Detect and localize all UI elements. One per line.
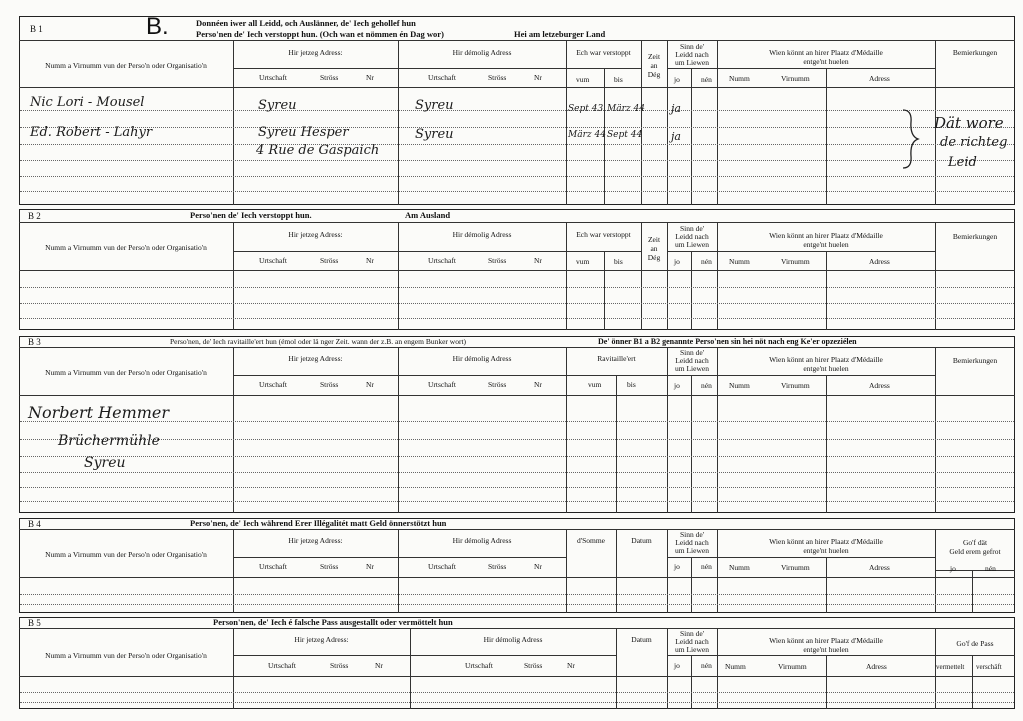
b1-entry1-to: März 44 <box>607 104 645 114</box>
b3-code: B 3 <box>28 337 41 347</box>
b1-entry2-to: Sept 44 <box>607 130 643 140</box>
b2-header-m-name: Numm <box>729 257 750 266</box>
b2-header-medal1: Wien könnt an hirer Plaatz d'Médaille <box>769 231 883 240</box>
b4-header-current-address: Hir jetzeg Adress: <box>288 536 343 545</box>
b5-header-m-first: Virnumm <box>778 662 807 671</box>
b3-header-m-name: Numm <box>729 381 750 390</box>
b3-entry-line3: Syreu <box>84 455 126 471</box>
b1-header-m-address: Adress <box>869 74 890 83</box>
b3-header-to: bis <box>627 380 636 389</box>
b1-header-suffered1: Sinn de' <box>679 42 705 51</box>
b1-header-time1: Zeit <box>647 52 661 61</box>
b1-header-suffered3: um Liewen <box>675 58 709 67</box>
b1-header-current-address: Hir jetzeg Adress: <box>288 48 343 57</box>
section-b4 <box>19 518 1015 613</box>
b2-header-m-first: Virnumm <box>781 257 810 266</box>
b4-header-no: nén <box>701 562 712 571</box>
b5-header-nr: Nr <box>375 661 383 670</box>
b5-header-yes: jo <box>674 661 680 670</box>
b2-header-nr2: Nr <box>534 256 542 265</box>
b3-header-locality2: Urtschaft <box>428 380 456 389</box>
b2-header-from: vum <box>576 257 590 266</box>
b1-remark-line2: de richteg <box>940 135 1008 150</box>
b2-header-former-address: Hir démolig Adress <box>452 230 512 239</box>
b1-entry1-yes: ja <box>671 102 681 115</box>
b4-header-former-address: Hir démolig Adress <box>452 536 512 545</box>
b2-header-suffered3: um Liewen <box>675 240 709 249</box>
b1-entry2-address: Syreu Hesper <box>258 125 349 140</box>
b4-header-money2: Geld erem gefrot <box>949 547 1001 556</box>
b1-entry2-address2: 4 Rue de Gaspaich <box>256 143 380 158</box>
b1-header-nr: Nr <box>366 73 374 82</box>
b5-title: Person'nen, de' Iech é falsche Pass ausgestallt oder vermöttelt hun <box>213 617 453 627</box>
b2-header-suffered1: Sinn de' <box>679 224 705 233</box>
b5-header-no: nén <box>701 661 712 670</box>
b1-header-m-first: Virnumm <box>781 74 810 83</box>
b5-header-medal1: Wien könnt an hirer Plaatz d'Médaille <box>769 636 883 645</box>
b1-header-street2: Ströss <box>488 73 507 82</box>
b4-header-medal2: entge'nt huelen <box>803 546 849 555</box>
b4-header-m-first: Virnumm <box>781 563 810 572</box>
b1-header-yes: jo <box>674 75 680 84</box>
b2-header-suffered2: Leidd nach <box>675 232 709 241</box>
b1-entry2-yes: ja <box>671 130 681 143</box>
b2-header-remarks: Bemierkungen <box>952 232 998 241</box>
b4-header-yes: jo <box>674 562 680 571</box>
b1-header-from: vum <box>576 75 590 84</box>
b3-header-supplied: Ravitaille'ert <box>597 354 636 363</box>
b2-header-hidden: Ech war verstoppt <box>576 230 631 239</box>
b5-header-m-name: Numm <box>725 662 746 671</box>
b1-letter: B. <box>146 13 169 40</box>
b1-title-line2: Perso'nen de' Iech verstoppt hun. (Och wan et nömmen én Dag wor) <box>196 29 444 39</box>
b3-header-street: Ströss <box>320 380 339 389</box>
b4-header-suffered2: Leidd nach <box>675 538 709 547</box>
b4-header-money1: Go'f dät <box>962 538 988 547</box>
b1-title-right: Hei am letzeburger Land <box>514 29 606 39</box>
b4-header-street2: Ströss <box>488 562 507 571</box>
b4-code: B 4 <box>28 519 41 529</box>
b1-remark-line1: Dät wore <box>934 114 1004 132</box>
b2-header-no: nén <box>701 257 712 266</box>
b2-header-locality2: Urtschaft <box>428 256 456 265</box>
b1-header-suffered2: Leidd nach <box>675 50 709 59</box>
b4-header-sum: d'Somme <box>576 536 606 545</box>
b1-entry2-former: Syreu <box>415 127 454 142</box>
b5-header-nr2: Nr <box>567 661 575 670</box>
b3-title-right: De' önner B1 a B2 genannte Perso'nen sin hei nöt nach eng Ke'er opzeziélen <box>598 337 857 346</box>
b5-header-suffered1: Sinn de' <box>679 629 705 638</box>
b5-header-locality2: Urtschaft <box>465 661 493 670</box>
b1-entry2-name: Ed. Robert - Lahyr <box>30 125 153 140</box>
b1-header-street: Ströss <box>320 73 339 82</box>
b1-entry2-from: März 44 <box>568 130 606 140</box>
b5-header-pass: Go'f de Pass <box>956 639 994 648</box>
b4-header-nr2: Nr <box>534 562 542 571</box>
b5-header-issued: vermettelt <box>936 663 965 671</box>
b5-header-street2: Ströss <box>524 661 543 670</box>
b2-header-time2: an <box>650 244 658 253</box>
b1-entry1-name: Nic Lori - Mousel <box>30 95 145 110</box>
b3-title: Perso'nen, de' Iech ravitaille'ert hun (émol oder lä nger Zeit. wann der z.B. an engem Bunker wort) <box>170 337 467 346</box>
b1-header-former-address: Hir démolig Adress <box>452 48 512 57</box>
b4-header-suffered3: um Liewen <box>675 546 709 555</box>
b1-title-line1: Donnéen iwer all Leidd, och Auslänner, de' Iech gehollef hun <box>196 18 416 28</box>
b3-header-from: vum <box>588 380 602 389</box>
b1-header-medal2: entge'nt huelen <box>803 57 849 66</box>
b1-header-nr2: Nr <box>534 73 542 82</box>
b5-header-current-address: Hir jetzeg Adress: <box>294 635 349 644</box>
b2-header-time3: Dég <box>647 253 661 262</box>
b5-header-suffered3: um Liewen <box>675 645 709 654</box>
b3-header-current-address: Hir jetzeg Adress: <box>288 354 343 363</box>
b1-code: B 1 <box>30 24 43 34</box>
b2-header-m-address: Adress <box>869 257 890 266</box>
b1-header-locality2: Urtschaft <box>428 73 456 82</box>
b3-header-nr2: Nr <box>534 380 542 389</box>
b1-header-m-name: Numm <box>729 74 750 83</box>
b5-header-sold: verschäft <box>976 663 1002 671</box>
curly-brace-icon <box>900 108 922 170</box>
b4-header-nr: Nr <box>366 562 374 571</box>
b3-header-nr: Nr <box>366 380 374 389</box>
b1-header-hidden: Ech war verstoppt <box>576 48 631 57</box>
b3-header-medal1: Wien könnt an hirer Plaatz d'Médaille <box>769 355 883 364</box>
b4-header-locality2: Urtschaft <box>428 562 456 571</box>
b3-header-medal2: entge'nt huelen <box>803 364 849 373</box>
b2-title-right: Am Ausland <box>405 210 451 220</box>
b4-title: Perso'nen, de' Iech während Erer Illégalitét matt Geld önnerstötzt hun <box>190 518 447 528</box>
b1-header-no: nén <box>701 75 712 84</box>
b5-header-former-address: Hir démolig Adress <box>483 635 543 644</box>
b1-entry1-from: Sept 43 <box>568 104 604 114</box>
b3-header-no: nén <box>701 381 712 390</box>
b2-header-nr: Nr <box>366 256 374 265</box>
b4-header-locality: Urtschaft <box>259 562 287 571</box>
b1-entry1-former: Syreu <box>415 98 454 113</box>
b5-header-name: Numm a Virnumm vun der Perso'n oder Organisatio'n <box>45 651 207 660</box>
b2-header-medal2: entge'nt huelen <box>803 240 849 249</box>
b2-code: B 2 <box>28 211 41 221</box>
b2-header-name: Numm a Virnumm vun der Perso'n oder Organisatio'n <box>45 243 207 252</box>
b3-header-name: Numm a Virnumm vun der Perso'n oder Organisatio'n <box>45 368 207 377</box>
b3-header-m-first: Virnumm <box>781 381 810 390</box>
b2-header-locality: Urtschaft <box>259 256 287 265</box>
b5-header-locality: Urtschaft <box>268 661 296 670</box>
b4-header-name: Numm a Virnumm vun der Perso'n oder Organisatio'n <box>45 550 207 559</box>
b1-header-to: bis <box>614 75 623 84</box>
b1-header-name: Numm a Virnumm vun der Perso'n oder Organisatio'n <box>45 61 207 70</box>
b3-header-suffered2: Leidd nach <box>675 356 709 365</box>
b2-header-street2: Ströss <box>488 256 507 265</box>
b2-header-current-address: Hir jetzeg Adress: <box>288 230 343 239</box>
b3-header-suffered3: um Liewen <box>675 364 709 373</box>
b1-header-time3: Dég <box>647 70 661 79</box>
b3-header-suffered1: Sinn de' <box>679 348 705 357</box>
b4-header-street: Ströss <box>320 562 339 571</box>
b2-header-yes: jo <box>674 257 680 266</box>
b5-header-date: Datum <box>631 635 652 644</box>
b1-header-medal1: Wien könnt an hirer Plaatz d'Médaille <box>769 48 883 57</box>
b1-header-locality: Urtschaft <box>259 73 287 82</box>
b3-header-remarks: Bemierkungen <box>952 356 998 365</box>
b2-title: Perso'nen de' Iech verstoppt hun. <box>190 210 312 220</box>
b5-code: B 5 <box>28 618 41 628</box>
b2-header-to: bis <box>614 257 623 266</box>
b4-header-money-no: nén <box>985 564 996 573</box>
b4-header-medal1: Wien könnt an hirer Plaatz d'Médaille <box>769 537 883 546</box>
b3-entry-line2: Brüchermühle <box>58 433 160 449</box>
b4-header-suffered1: Sinn de' <box>679 530 705 539</box>
b5-header-street: Ströss <box>330 661 349 670</box>
b5-header-m-address: Adress <box>866 662 887 671</box>
b2-header-time1: Zeit <box>647 235 661 244</box>
b4-header-m-address: Adress <box>869 563 890 572</box>
b4-header-money-yes: jo <box>950 564 956 573</box>
b1-header-time2: an <box>650 61 658 70</box>
b4-header-date: Datum <box>631 536 652 545</box>
b3-entry-name: Norbert Hemmer <box>28 403 170 422</box>
b3-header-yes: jo <box>674 381 680 390</box>
b5-header-suffered2: Leidd nach <box>675 637 709 646</box>
b3-header-street2: Ströss <box>488 380 507 389</box>
b1-remark-line3: Leid <box>948 155 977 170</box>
b4-header-m-name: Numm <box>729 563 750 572</box>
b3-header-locality: Urtschaft <box>259 380 287 389</box>
b5-header-medal2: entge'nt huelen <box>803 645 849 654</box>
b3-header-m-address: Adress <box>869 381 890 390</box>
b2-header-street: Ströss <box>320 256 339 265</box>
b1-header-remarks: Bemierkungen <box>952 48 998 57</box>
b3-header-former-address: Hir démolig Adress <box>452 354 512 363</box>
b1-entry1-address: Syreu <box>258 98 297 113</box>
